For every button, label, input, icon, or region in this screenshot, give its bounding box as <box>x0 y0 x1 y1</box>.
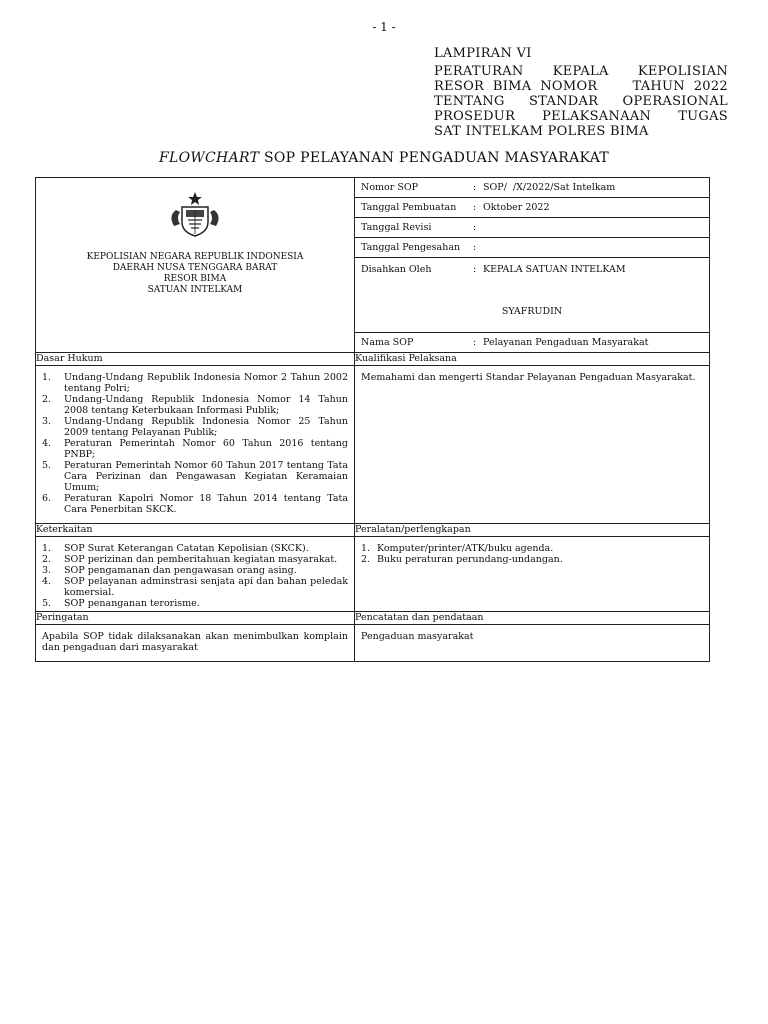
list-item <box>42 438 348 460</box>
meta-row-tanggal-pembuatan <box>355 198 709 218</box>
police-emblem-icon <box>164 190 226 238</box>
kualifikasi-text: Memahami dan mengerti Standar Pelayanan Pengaduan Masyarakat. <box>361 372 696 383</box>
kualifikasi-heading: Kualifikasi Pelaksana <box>355 353 710 366</box>
meta-value <box>483 242 705 254</box>
page-number: - 1 - <box>372 20 396 34</box>
list-item <box>42 543 348 554</box>
meta-row-disahkan-oleh <box>355 258 709 333</box>
list-text: SOP penanganan terorisme. <box>64 598 200 609</box>
list-text: SOP pengamanan dan pengawasan orang asing. <box>64 565 297 576</box>
list-number: 2. <box>42 554 52 565</box>
org-line: SATUAN INTELKAM <box>147 285 243 295</box>
meta-value: Oktober 2022 <box>483 202 550 213</box>
list-text: Peraturan Kapolri Nomor 18 Tahun 2014 tentang Tata Cara Penerbitan SKCK. <box>64 493 348 515</box>
list-number: 5. <box>42 598 52 609</box>
meta-sep: : <box>473 242 477 253</box>
meta-sep: : <box>473 222 477 233</box>
list-item <box>42 493 348 515</box>
flowchart-title-rest: SOP PELAYANAN PENGADUAN MASYARAKAT <box>259 150 610 166</box>
list-item <box>42 416 348 438</box>
list-number: 4. <box>42 438 52 449</box>
sop-table <box>35 177 710 662</box>
org-header-cell <box>36 178 355 353</box>
meta-key: Nomor SOP <box>361 182 419 193</box>
list-number: 1. <box>42 543 52 554</box>
list-item <box>361 543 703 554</box>
list-text: Undang-Undang Republik Indonesia Nomor 14 Tahun 2008 tentang Keterbukaan Informasi Publik; <box>64 394 348 416</box>
peralatan-list <box>361 543 703 565</box>
peringatan-text: Apabila SOP tidak dilaksanakan akan menimbulkan komplain dan pengaduan dari masyarakat <box>42 631 348 653</box>
meta-key: Nama SOP <box>361 337 414 348</box>
peralatan-cell <box>355 537 710 612</box>
list-number: 3. <box>42 565 52 576</box>
meta-value: KEPALA SATUAN INTELKAM <box>483 264 626 275</box>
pencatatan-text: Pengaduan masyarakat <box>361 631 474 642</box>
peringatan-cell <box>36 625 355 662</box>
meta-value <box>483 222 705 234</box>
meta-sep: : <box>473 264 477 275</box>
dasar-hukum-cell <box>36 366 355 524</box>
list-item <box>42 394 348 416</box>
lampiran-title: LAMPIRAN VI <box>434 46 532 61</box>
list-item <box>42 460 348 493</box>
list-text: Undang-Undang Republik Indonesia Nomor 25 Tahun 2009 tentang Pelayanan Publik; <box>64 416 348 438</box>
list-item <box>42 598 348 609</box>
list-text: Peraturan Pemerintah Nomor 60 Tahun 2016 tentang PNBP; <box>64 438 348 460</box>
meta-row-tanggal-revisi <box>355 218 709 238</box>
list-number: 6. <box>42 493 52 504</box>
list-text: Komputer/printer/ATK/buku agenda. <box>377 543 554 554</box>
dasar-hukum-list <box>42 372 348 515</box>
list-item <box>42 576 348 598</box>
meta-key: Tanggal Revisi <box>361 222 432 233</box>
list-item <box>42 554 348 565</box>
lampiran-block <box>434 46 728 139</box>
flowchart-title <box>0 150 768 166</box>
meta-value: SOP/ /X/2022/Sat Intelkam <box>483 182 616 193</box>
pencatatan-heading: Pencatatan dan pendataan <box>355 612 710 625</box>
list-text: Peraturan Pemerintah Nomor 60 Tahun 2017 tentang Tata Cara Perizinan dan Pengawasan Kegiatan Keramaian Umum; <box>64 460 348 493</box>
list-item <box>42 565 348 576</box>
list-text: Buku peraturan perundang-undangan. <box>377 554 563 565</box>
keterkaitan-list <box>42 543 348 609</box>
list-item <box>361 554 703 565</box>
flowchart-title-italic: FLOWCHART <box>158 150 260 166</box>
list-text: SOP pelayanan adminstrasi senjata api dan bahan peledak komersial. <box>64 576 348 598</box>
list-number: 2. <box>361 554 371 565</box>
pencatatan-cell <box>355 625 710 662</box>
meta-row-nomor-sop <box>355 178 709 198</box>
list-number: 5. <box>42 460 52 471</box>
sop-meta-cell <box>355 178 710 353</box>
lampiran-line: PERATURAN KEPALA KEPOLISIAN <box>434 64 728 79</box>
meta-key: Disahkan Oleh <box>361 264 432 275</box>
list-item <box>42 372 348 394</box>
meta-sep: : <box>473 202 477 213</box>
org-line: DAERAH NUSA TENGGARA BARAT <box>112 263 278 273</box>
org-line: KEPOLISIAN NEGARA REPUBLIK INDONESIA <box>86 252 304 262</box>
list-text: SOP perizinan dan pemberitahuan kegiatan masyarakat. <box>64 554 338 565</box>
keterkaitan-heading: Keterkaitan <box>36 524 355 537</box>
lampiran-line: SAT INTELKAM POLRES BIMA <box>434 124 649 139</box>
list-number: 3. <box>42 416 52 427</box>
meta-key: Tanggal Pembuatan <box>361 202 457 213</box>
kualifikasi-cell <box>355 366 710 524</box>
signer-name: SYAFRUDIN <box>501 306 563 317</box>
meta-row-nama-sop <box>355 333 709 352</box>
list-number: 1. <box>361 543 371 554</box>
meta-key: Tanggal Pengesahan <box>361 242 461 253</box>
org-name-block <box>36 252 354 296</box>
peralatan-heading: Peralatan/perlengkapan <box>355 524 710 537</box>
list-text: SOP Surat Keterangan Catatan Kepolisian (SKCK). <box>64 543 309 554</box>
list-number: 2. <box>42 394 52 405</box>
peringatan-heading: Peringatan <box>36 612 355 625</box>
list-text: Undang-Undang Republik Indonesia Nomor 2 Tahun 2002 tentang Polri; <box>64 372 348 394</box>
meta-row-tanggal-pengesahan <box>355 238 709 258</box>
list-number: 1. <box>42 372 52 383</box>
list-number: 4. <box>42 576 52 587</box>
meta-value: Pelayanan Pengaduan Masyarakat <box>483 337 649 348</box>
police-emblem <box>36 178 354 238</box>
lampiran-line: RESOR BIMA NOMOR TAHUN 2022 <box>434 79 728 94</box>
meta-sep: : <box>473 182 477 193</box>
org-line: RESOR BIMA <box>163 274 227 284</box>
lampiran-line: PROSEDUR PELAKSANAAN TUGAS <box>434 109 728 124</box>
meta-sep: : <box>473 337 477 348</box>
dasar-hukum-heading: Dasar Hukum <box>36 353 355 366</box>
lampiran-line: TENTANG STANDAR OPERASIONAL <box>434 94 728 109</box>
keterkaitan-cell <box>36 537 355 612</box>
